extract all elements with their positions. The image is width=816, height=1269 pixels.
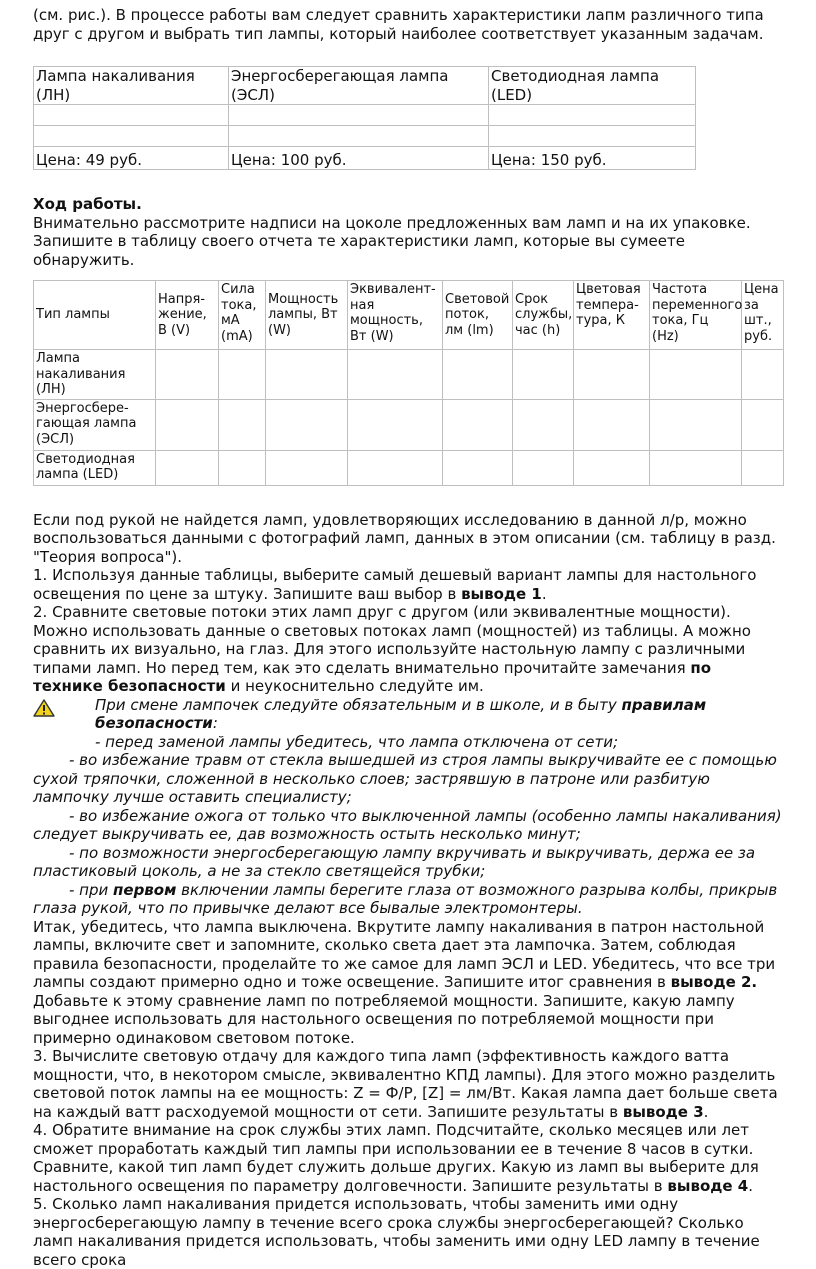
safety-item: - при первом включении лампы берегите глаза от возможного разрыва колбы, прикрыв глаза рукой, что по привычке делают все бывалые электромонтеры. — [33, 880, 778, 917]
table-cell — [574, 450, 650, 485]
paragraph: 2. Сравните световые потоки этих ламп друг с другом (или эквивалентные мощности). Можно использовать данные о световых потоках ламп (мощностей) из таблицы. А можно сравнить их визуально, на глаз. Для этого используйте настольную лампу с различными типами ламп. Но перед тем, как это сделать внимательно прочитайте замечания по технике безопасности и неукоснительно следуйте им. — [33, 603, 751, 695]
table-cell — [229, 126, 489, 147]
safety-item: - по возможности энергосберегающую лампу вкручивать и выкручивать, держа ее за пластиковый цоколь, а не за стекло светящейся трубки; — [33, 843, 756, 880]
table-cell — [574, 399, 650, 450]
table-row — [34, 67, 696, 105]
table-cell — [742, 450, 784, 485]
table-cell — [34, 126, 229, 147]
table-cell — [266, 399, 348, 450]
table-cell — [574, 350, 650, 400]
table-row — [34, 399, 784, 450]
table-cell — [156, 399, 219, 450]
paragraph: Добавьте к этому сравнение ламп по потребляемой мощности. Запишите, какую лампу выгоднее использовать для настольного освещения по потребляемой мощности при примерно одинаковом световом потоке. — [33, 991, 735, 1047]
paragraph: 4. Обратите внимание на срок службы этих ламп. Подсчитайте, сколько месяцев или лет сможет проработать каждый тип лампы при использовании ее в течение 8 часов в сутки. Сравните, какой тип ламп будет служить дольше других. Какую из ламп вы выберите для настольного освещения по параметру долговечности. Запишите результаты в выводе 4. — [33, 1121, 759, 1195]
column-header: Эквивалент-ная мощность, Вт (W) — [348, 281, 443, 350]
characteristics-table — [33, 280, 784, 486]
table-cell — [742, 350, 784, 400]
paragraph: Если под рукой не найдется ламп, удовлетворяющих исследованию в данной л/р, можно воспользоваться данными с фотографий ламп, данных в этом описании (см. таблицу в разд. "Теория вопроса"). — [33, 510, 776, 566]
price-cell: Цена: 100 руб. — [229, 147, 489, 170]
column-header: Напря-жение, В (V) — [156, 281, 219, 350]
table-cell — [650, 399, 742, 450]
table-cell — [34, 105, 229, 126]
table-cell — [219, 350, 266, 400]
table-cell — [348, 350, 443, 400]
intro-text: (см. рис.). В процессе работы вам следует сравнить характеристики лапм различного типа друг с другом и выбрать тип лампы, который наиболее соответствует указанным задачам. — [33, 6, 764, 43]
table-cell — [219, 399, 266, 450]
paragraph: Итак, убедитесь, что лампа выключена. Вкрутите лампу накаливания в патрон настольной лампы, включите свет и запомните, сколько света дает эта лампочка. Затем, соблюдая правила безопасности, проделайте то же самое для ламп ЭСЛ и LED. Убедитесь, что все три лампы создают примерно одно и тоже освещение. Запишите итог сравнения в выводе 2. — [33, 917, 776, 991]
price-table — [33, 66, 696, 170]
safety-item: - перед заменой лампы убедитесь, что лампа отключена от сети; — [95, 732, 619, 751]
table-cell — [513, 399, 574, 450]
column-header: Частота переменного тока, Гц (Hz) — [650, 281, 742, 350]
table-cell — [229, 105, 489, 126]
table-cell — [266, 450, 348, 485]
price-table-header: Энергосберегающая лампа (ЭСЛ) — [229, 67, 489, 105]
table-cell — [348, 450, 443, 485]
table-cell — [650, 450, 742, 485]
price-table-header: Лампа накаливания (ЛН) — [34, 67, 229, 105]
table-cell — [443, 450, 513, 485]
warning-icon — [33, 699, 55, 717]
table-cell — [489, 126, 696, 147]
paragraph: 3. Вычислите световую отдачу для каждого типа ламп (эффективность каждого ватта мощности, что, в некотором смысле, эквивалентно КПД лампы). Для этого можно разделить световой поток лампы на ее мощность: Z = Ф/P, [Z] = лм/Вт. Какая лампа дает больше света на каждый ватт расходуемой мощности от сети. Запишите результаты в выводе 3. — [33, 1047, 778, 1121]
column-header: Тип лампы — [34, 281, 156, 350]
table-cell — [219, 450, 266, 485]
table-cell — [156, 450, 219, 485]
table-cell — [156, 350, 219, 400]
column-header: Цветовая темпера-тура, К — [574, 281, 650, 350]
table-cell — [266, 350, 348, 400]
price-cell: Цена: 150 руб. — [489, 147, 696, 170]
table-cell — [513, 350, 574, 400]
table-row — [34, 105, 696, 126]
table-cell — [742, 399, 784, 450]
column-header: Мощность лампы, Вт (W) — [266, 281, 348, 350]
row-label: Энергосбере-гающая лампа (ЭСЛ) — [34, 399, 156, 450]
table-row — [34, 350, 784, 400]
table-cell — [443, 350, 513, 400]
price-cell: Цена: 49 руб. — [34, 147, 229, 170]
column-header: Срок службы, час (h) — [513, 281, 574, 350]
row-label: Лампа накаливания (ЛН) — [34, 350, 156, 400]
section-heading: Ход работы. — [33, 195, 142, 213]
table-row — [34, 126, 696, 147]
row-label: Светодиодная лампа (LED) — [34, 450, 156, 485]
price-table-header: Светодиодная лампа (LED) — [489, 67, 696, 105]
safety-rules — [33, 696, 785, 752]
table-cell — [348, 399, 443, 450]
table-cell — [513, 450, 574, 485]
safety-item: - во избежание ожога от только что выключенной лампы (особенно лампы накаливания) следует выкручивать ее, дав возможность остыть несколько минут; — [33, 806, 782, 843]
document-page — [33, 6, 785, 1269]
table-cell — [443, 399, 513, 450]
work-text: Внимательно рассмотрите надписи на цоколе предложенных вам ламп и на их упаковке. Запишите в таблицу своего отчета те характеристики ламп, которые вы сумеете обнаружить. — [33, 213, 751, 269]
paragraph: 5. Сколько ламп накаливания придется использовать, чтобы заменить ими одну энергосберегающую лампу в течение всего срока службы энергосберегающей? Сколько ламп накаливания придется использовать, чтобы заменить ими одну LED лампу в течение всего срока — [33, 1195, 760, 1269]
table-row — [34, 147, 696, 170]
column-header: Световой поток, лм (lm) — [443, 281, 513, 350]
paragraph: 1. Используя данные таблицы, выберите самый дешевый вариант лампы для настольного освещения по цене за штуку. Запишите ваш выбор в выводе 1. — [33, 566, 757, 603]
safety-lead: При смене лампочек следуйте обязательным и в школе, и в быту правилам безопасности: — [95, 695, 707, 732]
column-header: Цена за шт., руб. — [742, 281, 784, 350]
table-cell — [650, 350, 742, 400]
table-cell — [489, 105, 696, 126]
column-header: Сила тока, мА (mA) — [219, 281, 266, 350]
table-header-row — [34, 281, 784, 350]
table-row — [34, 450, 784, 485]
safety-item: - во избежание травм от стекла вышедшей из строя лампы выкручивайте ее с помощью сухой тряпочки, сложенной в несколько слоев; застрявшую в патроне или разбитую лампочку лучше оставить специалисту; — [33, 751, 777, 806]
